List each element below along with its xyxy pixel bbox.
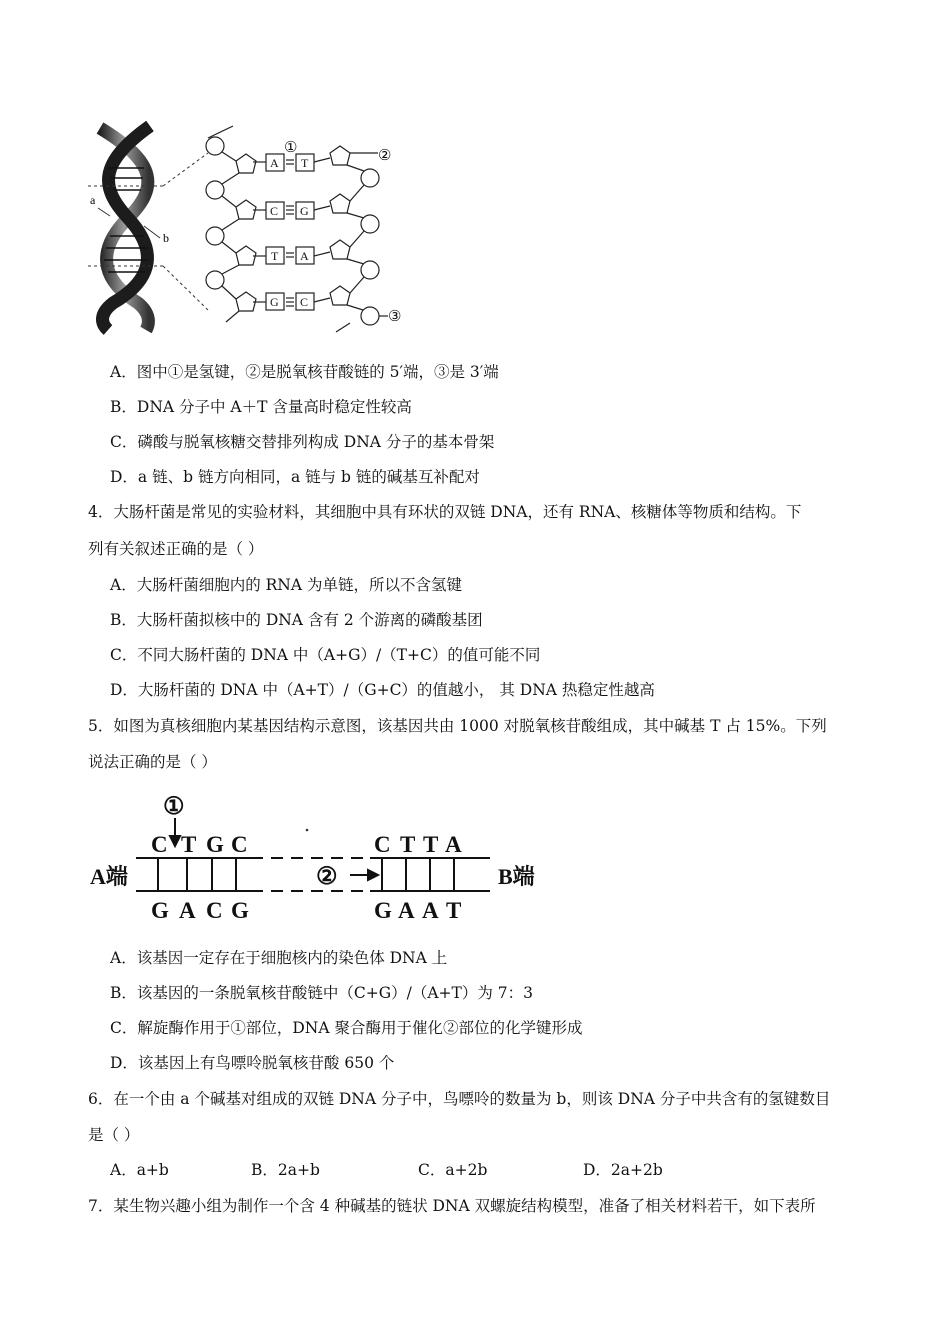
bottom-left-base-2: A xyxy=(179,898,196,923)
marker-2: ② xyxy=(378,148,392,164)
q3-option-b: B．DNA 分子中 A＋T 含量高时稳定性较高 xyxy=(110,398,412,416)
base-4-right: C xyxy=(300,295,309,309)
bottom-left-base-3: C xyxy=(206,898,223,923)
bottom-right-base-3: A xyxy=(422,898,439,923)
top-right-base-3: T xyxy=(423,832,439,857)
dna-structure-figure xyxy=(88,118,418,340)
helix-label-b: b xyxy=(163,231,169,245)
base-1-right: T xyxy=(301,156,309,170)
q6-option-a: A．a+b xyxy=(110,1161,169,1179)
q3-option-c: C．磷酸与脱氧核糖交替排列构成 DNA 分子的基本骨架 xyxy=(110,433,495,451)
double-helix xyxy=(88,126,208,330)
q4-stem-line1: 4．大肠杆菌是常见的实验材料，其细胞中具有环状的双链 DNA，还有 RNA、核糖体等物质和结构。下 xyxy=(88,503,802,521)
base-2-right: G xyxy=(300,204,309,218)
top-right-base-2: T xyxy=(400,832,416,857)
bottom-left-base-1: G xyxy=(151,898,169,923)
q7-stem-line1: 7．某生物兴趣小组为制作一个含 4 种碱基的链状 DNA 双螺旋结构模型，准备了相关材料若干，如下表所 xyxy=(88,1197,816,1215)
bottom-right-base-4: T xyxy=(446,898,462,923)
helix-label-a: a xyxy=(90,193,96,207)
q6-option-d: D．2a+2b xyxy=(583,1161,663,1179)
marker-3: ③ xyxy=(388,309,402,325)
gene-marker-1: ① xyxy=(163,794,185,820)
planar-structure xyxy=(206,126,388,332)
q6-stem-line2: 是（ ） xyxy=(88,1126,140,1144)
top-left-base-1: C xyxy=(151,832,168,857)
gene-marker-2: ② xyxy=(316,864,338,890)
marker-1: ① xyxy=(284,140,298,156)
top-left-base-4: C xyxy=(231,832,248,857)
base-3-right: A xyxy=(300,249,309,263)
q3-option-d: D．a 链、b 链方向相同，a 链与 b 链的碱基互补配对 xyxy=(110,468,480,486)
base-4-left: G xyxy=(270,295,279,309)
gene-structure-figure xyxy=(88,788,548,926)
gene-right-end-label: B端 xyxy=(498,864,535,889)
q6-stem-line1: 6．在一个由 a 个碱基对组成的双链 DNA 分子中，鸟嘌呤的数量为 b，则该 DNA 分子中共含有的氢键数目 xyxy=(88,1090,831,1108)
bottom-left-base-4: G xyxy=(231,898,249,923)
gene-left-end-label: A端 xyxy=(90,864,128,889)
q4-option-b: B．大肠杆菌拟核中的 DNA 含有 2 个游离的磷酸基团 xyxy=(110,611,483,629)
q4-stem-line2: 列有关叙述正确的是（ ） xyxy=(88,540,264,558)
top-right-base-4: A xyxy=(445,832,462,857)
q4-option-d: D．大肠杆菌的 DNA 中（A+T）/（G+C）的值越小， 其 DNA 热稳定性越高 xyxy=(110,681,655,699)
q5-option-a: A．该基因一定存在于细胞核内的染色体 DNA 上 xyxy=(110,949,448,967)
q4-option-a: A．大肠杆菌细胞内的 RNA 为单链，所以不含氢键 xyxy=(110,576,462,594)
q5-option-c: C．解旋酶作用于①部位，DNA 聚合酶用于催化②部位的化学键形成 xyxy=(110,1019,583,1037)
q5-option-b: B．该基因的一条脱氧核苷酸链中（C+G）/（A+T）为 7：3 xyxy=(110,984,534,1002)
base-2-left: C xyxy=(270,204,279,218)
top-left-base-3: G xyxy=(206,832,224,857)
q4-option-c: C．不同大肠杆菌的 DNA 中（A+G）/（T+C）的值可能不同 xyxy=(110,646,541,664)
top-right-base-1: C xyxy=(374,832,391,857)
q6-option-c: C．a+2b xyxy=(418,1161,488,1179)
top-left-base-2: T xyxy=(181,832,197,857)
base-3-left: T xyxy=(271,249,279,263)
q3-option-a: A．图中①是氢键，②是脱氧核苷酸链的 5′端，③是 3′端 xyxy=(110,363,499,381)
q6-option-b: B．2a+b xyxy=(251,1161,320,1179)
q5-option-d: D．该基因上有鸟嘌呤脱氧核苷酸 650 个 xyxy=(110,1054,395,1072)
bottom-right-base-2: A xyxy=(398,898,415,923)
q5-stem-line1: 5．如图为真核细胞内某基因结构示意图，该基因共由 1000 对脱氧核苷酸组成，其中碱基 T 占 15%。下列 xyxy=(88,717,827,735)
q5-stem-line2: 说法正确的是（ ） xyxy=(88,753,217,771)
base-1-left: A xyxy=(270,156,279,170)
bottom-right-base-1: G xyxy=(374,898,392,923)
